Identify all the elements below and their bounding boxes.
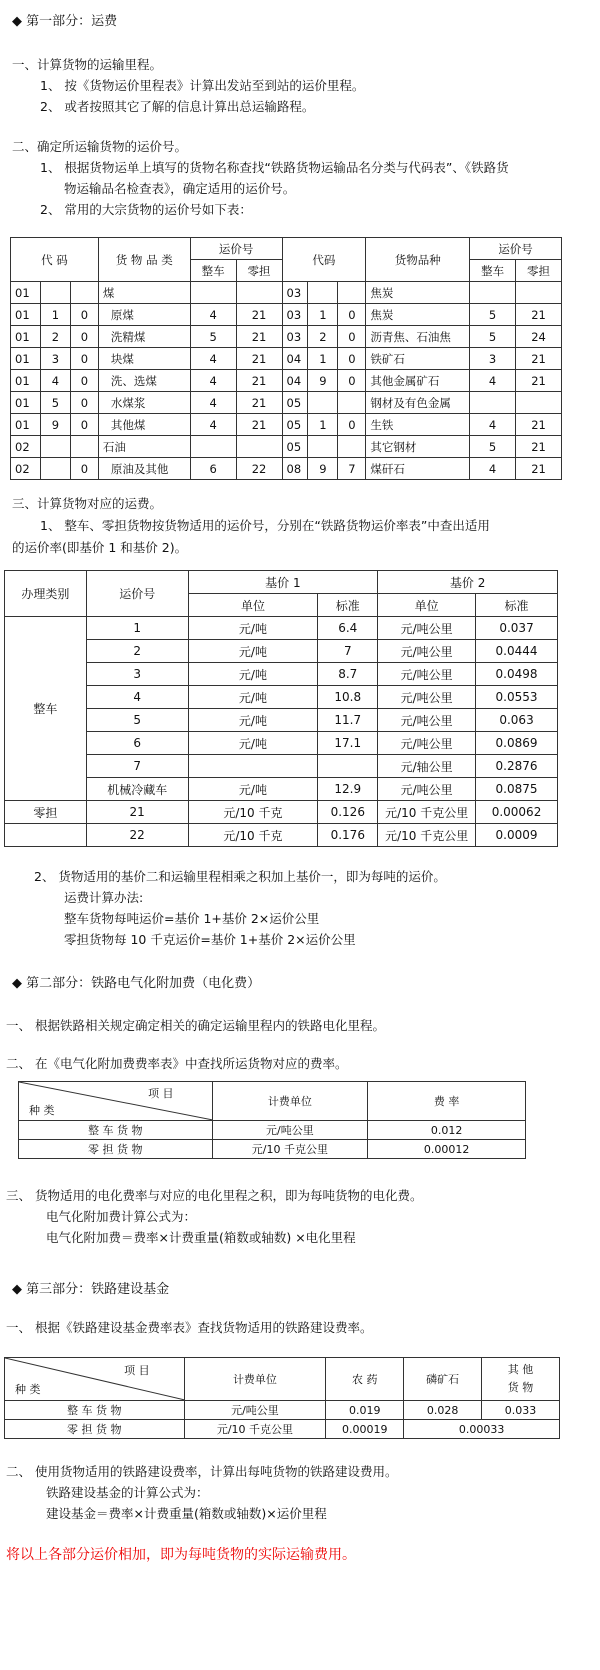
part1-step3-1b: 的运价率(即基价 1 和基价 2)。 xyxy=(12,540,188,555)
table-cell: 元/轴公里 xyxy=(378,755,476,778)
table-cell: 02 xyxy=(11,436,41,458)
part2-step3: 三、 货物适用的电化费率与对应的电化里程之积，即为每吨货物的电化费。 xyxy=(6,1188,423,1203)
table-row xyxy=(5,663,558,686)
header-kind: 种 类 xyxy=(29,1104,55,1117)
header-base2: 基价 2 xyxy=(378,571,558,594)
table-row xyxy=(5,778,558,801)
header-item: 项 目 xyxy=(124,1364,150,1377)
table-cell: 块煤 xyxy=(98,348,190,370)
table-cell: 7 xyxy=(86,755,188,778)
header-diagonal-cell xyxy=(5,1358,185,1401)
table-cell: 01 xyxy=(11,414,41,436)
table-row xyxy=(11,326,562,348)
table-cell: 4 xyxy=(190,304,236,326)
header-less-2: 零担 xyxy=(516,260,562,282)
table-cell: 元/10 千克公里 xyxy=(212,1140,368,1159)
part1-step2-1b: 物运输品名检查表》，确定适用的运价号。 xyxy=(64,181,296,196)
table-cell: 5 xyxy=(190,326,236,348)
group-whole: 整车 xyxy=(5,617,87,801)
row-whole-other: 0.033 xyxy=(482,1401,560,1420)
table-cell xyxy=(516,282,562,304)
table-cell: 6 xyxy=(86,732,188,755)
table-cell xyxy=(40,458,70,480)
table-row xyxy=(19,1121,526,1140)
table-cell: 元/10 千克 xyxy=(188,824,318,847)
table-cell: 21 xyxy=(236,414,282,436)
part3-heading: ◆ 第三部分：铁路建设基金 xyxy=(12,1282,170,1297)
part3-formula: 建设基金＝费率×计费重量(箱数或轴数)×运价里程 xyxy=(46,1506,327,1521)
table-row xyxy=(5,801,558,824)
table-cell: 04 xyxy=(282,348,308,370)
table-cell: 元/吨公里 xyxy=(378,778,476,801)
part3-formula-title: 铁路建设基金的计算公式为： xyxy=(46,1485,209,1500)
table-cell xyxy=(70,282,98,304)
table-cell: 11.7 xyxy=(318,709,378,732)
table-cell: 4 xyxy=(470,458,516,480)
table-cell: 01 xyxy=(11,392,41,414)
table-cell: 21 xyxy=(236,326,282,348)
table-cell: 8.7 xyxy=(318,663,378,686)
table-row xyxy=(5,617,558,640)
table-row xyxy=(5,732,558,755)
part1-step2: 二、确定所运输货物的运价号。 xyxy=(12,139,188,154)
table-cell: 6.4 xyxy=(318,617,378,640)
table-cell: 元/吨 xyxy=(188,617,318,640)
table-cell: 01 xyxy=(11,370,41,392)
table-cell: 21 xyxy=(236,392,282,414)
table-cell: 4 xyxy=(40,370,70,392)
table-cell xyxy=(40,282,70,304)
part1-heading: ◆ 第一部分：运费 xyxy=(12,14,118,29)
header-code-2: 代码 xyxy=(282,238,366,282)
table-cell: 元/吨 xyxy=(188,640,318,663)
part1-step3: 三、计算货物对应的运费。 xyxy=(12,496,163,511)
table-cell: 3 xyxy=(86,663,188,686)
row-less-other: 0.00033 xyxy=(404,1420,560,1439)
table-cell: 21 xyxy=(516,436,562,458)
part2-formula: 电气化附加费＝费率×计费重量(箱数或轴数) ×电化里程 xyxy=(46,1230,356,1245)
table-cell: 元/吨 xyxy=(188,709,318,732)
row-whole-pesticide: 0.019 xyxy=(326,1401,404,1420)
table-cell xyxy=(236,282,282,304)
part3-step1: 一、 根据《铁路建设基金费率表》查找货物适用的铁路建设费率。 xyxy=(6,1320,373,1335)
table-cell: 0.2876 xyxy=(476,755,558,778)
table-cell: 6 xyxy=(190,458,236,480)
header-std: 标准 xyxy=(318,594,378,617)
header-unit: 单位 xyxy=(188,594,318,617)
table-cell: 5 xyxy=(86,709,188,732)
table-cell: 01 xyxy=(11,326,41,348)
table-cell: 21 xyxy=(516,348,562,370)
header-whole-2: 整车 xyxy=(470,260,516,282)
table-cell: 4 xyxy=(86,686,188,709)
table-cell: 0 xyxy=(338,348,366,370)
table-cell: 21 xyxy=(516,304,562,326)
part1-step2-2: 2、 常用的大宗货物的运价号如下表： xyxy=(40,202,252,217)
header-diagonal-cell xyxy=(19,1082,213,1121)
table-cell: 沥青焦、石油焦 xyxy=(366,326,470,348)
table-cell: 0 xyxy=(70,348,98,370)
table-cell: 其他煤 xyxy=(98,414,190,436)
table-cell: 整 车 货 物 xyxy=(19,1121,213,1140)
table-cell: 0.0875 xyxy=(476,778,558,801)
table-cell xyxy=(338,282,366,304)
table-cell: 洗精煤 xyxy=(98,326,190,348)
table-cell: 钢材及有色金属 xyxy=(366,392,470,414)
construction-fund-table xyxy=(4,1357,560,1439)
table-row xyxy=(19,1140,526,1159)
header-other-goods xyxy=(482,1358,560,1401)
table-cell: 元/吨公里 xyxy=(212,1121,368,1140)
table-cell: 洗、选煤 xyxy=(98,370,190,392)
table-cell: 7 xyxy=(318,640,378,663)
header-less: 零担 xyxy=(236,260,282,282)
row-less-pesticide: 0.00019 xyxy=(326,1420,404,1439)
table-cell: 0.037 xyxy=(476,617,558,640)
table-cell: 其他金属矿石 xyxy=(366,370,470,392)
table-cell xyxy=(236,436,282,458)
table-cell: 2 xyxy=(308,326,338,348)
header-kind: 种 类 xyxy=(15,1383,41,1396)
row-whole-unit: 元/吨公里 xyxy=(184,1401,326,1420)
row-whole-phosphate: 0.028 xyxy=(404,1401,482,1420)
table-cell: 3 xyxy=(40,348,70,370)
table-cell: 21 xyxy=(236,348,282,370)
part2-formula-title: 电气化附加费计算公式为： xyxy=(46,1209,197,1224)
conclusion: 将以上各部分运价相加，即为每吨货物的实际运输费用。 xyxy=(6,1547,356,1563)
table-cell: 4 xyxy=(190,392,236,414)
header-phosphate: 磷矿石 xyxy=(404,1358,482,1401)
part1-step3-2: 2、 货物适用的基价二和运输里程相乘之积加上基价一，即为每吨的运价。 xyxy=(34,869,446,884)
table-cell: 0.126 xyxy=(318,801,378,824)
header-other-1: 其 他 xyxy=(507,1363,534,1376)
part1-step3-1a: 1、 整车、零担货物按货物适用的运价号，分别在“铁路货物运价率表”中查出适用 xyxy=(40,518,490,533)
table-cell: 其它钢材 xyxy=(366,436,470,458)
table-cell: 煤矸石 xyxy=(366,458,470,480)
part1-formula-title: 运费计算办法: xyxy=(64,890,144,905)
table-row xyxy=(11,348,562,370)
table-cell: 原油及其他 xyxy=(98,458,190,480)
table-cell: 01 xyxy=(11,282,41,304)
table-cell xyxy=(190,282,236,304)
table-cell: 元/吨公里 xyxy=(378,640,476,663)
header-type: 办理类别 xyxy=(5,571,87,617)
table-cell: 21 xyxy=(236,370,282,392)
part2-step2: 二、 在《电气化附加费费率表》中查找所运货物对应的费率。 xyxy=(6,1056,348,1071)
table-cell: 0.176 xyxy=(318,824,378,847)
table-cell: 08 xyxy=(282,458,308,480)
table-cell: 铁矿石 xyxy=(366,348,470,370)
row-less-unit: 元/10 千克公里 xyxy=(184,1420,326,1439)
table-cell: 元/吨公里 xyxy=(378,663,476,686)
table-cell: 元/吨 xyxy=(188,732,318,755)
table-cell xyxy=(70,436,98,458)
table-cell: 元/吨公里 xyxy=(378,732,476,755)
table-cell: 焦炭 xyxy=(366,304,470,326)
table-cell: 03 xyxy=(282,282,308,304)
table-cell xyxy=(40,436,70,458)
table-cell: 9 xyxy=(40,414,70,436)
table-cell: 0 xyxy=(70,414,98,436)
table-cell: 0 xyxy=(338,326,366,348)
table-cell xyxy=(188,755,318,778)
header-unit-2: 单位 xyxy=(378,594,476,617)
part2-heading: ◆ 第二部分：铁路电气化附加费（电化费） xyxy=(12,976,261,991)
table-cell: 元/10 千克 xyxy=(188,801,318,824)
table-cell xyxy=(318,755,378,778)
table-cell: 21 xyxy=(86,801,188,824)
base-rate-table xyxy=(4,570,558,847)
header-unit: 计费单位 xyxy=(212,1082,368,1121)
table-cell: 4 xyxy=(190,414,236,436)
table-row xyxy=(11,304,562,326)
table-cell: 元/吨 xyxy=(188,686,318,709)
header-item: 项 目 xyxy=(148,1087,174,1100)
table-row xyxy=(11,414,562,436)
table-cell: 21 xyxy=(236,304,282,326)
table-cell: 机械冷藏车 xyxy=(86,778,188,801)
header-price-no: 运价号 xyxy=(86,571,188,617)
table-cell: 0 xyxy=(70,304,98,326)
table-cell: 石油 xyxy=(98,436,190,458)
table-cell: 0.0869 xyxy=(476,732,558,755)
table-cell xyxy=(516,392,562,414)
table-cell: 24 xyxy=(516,326,562,348)
table-cell: 0 xyxy=(70,458,98,480)
table-cell: 0.0553 xyxy=(476,686,558,709)
part1-formula-less: 零担货物每 10 千克运价=基价 1+基价 2×运价公里 xyxy=(64,932,356,947)
table-row xyxy=(11,436,562,458)
table-cell: 9 xyxy=(308,370,338,392)
table-cell: 4 xyxy=(190,348,236,370)
table-row xyxy=(5,755,558,778)
part1-formula-whole: 整车货物每吨运价=基价 1+基价 2×运价公里 xyxy=(64,911,320,926)
table-cell: 4 xyxy=(470,414,516,436)
table-cell: 22 xyxy=(236,458,282,480)
table-cell: 2 xyxy=(86,640,188,663)
table-cell: 3 xyxy=(470,348,516,370)
table-cell: 1 xyxy=(308,304,338,326)
table-cell: 05 xyxy=(282,414,308,436)
table-cell: 0.012 xyxy=(368,1121,526,1140)
table-cell: 元/吨 xyxy=(188,663,318,686)
table-cell: 5 xyxy=(40,392,70,414)
table-cell: 0.00012 xyxy=(368,1140,526,1159)
header-std-2: 标准 xyxy=(476,594,558,617)
table-cell: 21 xyxy=(516,414,562,436)
table-cell: 10.8 xyxy=(318,686,378,709)
table-row xyxy=(5,640,558,663)
table-cell xyxy=(338,392,366,414)
table-cell: 04 xyxy=(282,370,308,392)
table-cell: 4 xyxy=(470,370,516,392)
table-cell: 1 xyxy=(308,414,338,436)
table-cell: 5 xyxy=(470,326,516,348)
freight-code-table xyxy=(10,237,562,480)
table-cell: 0.0498 xyxy=(476,663,558,686)
table-cell xyxy=(470,392,516,414)
table-cell xyxy=(308,282,338,304)
table-cell: 0.063 xyxy=(476,709,558,732)
header-unit: 计费单位 xyxy=(184,1358,326,1401)
table-cell: 0 xyxy=(70,326,98,348)
table-row xyxy=(5,824,558,847)
table-cell: 1 xyxy=(86,617,188,640)
header-whole: 整车 xyxy=(190,260,236,282)
part2-step1: 一、 根据铁路相关规定确定相关的确定运输里程内的铁路电化里程。 xyxy=(6,1018,385,1033)
table-cell: 0 xyxy=(70,392,98,414)
table-cell: 0 xyxy=(338,304,366,326)
table-cell: 水煤浆 xyxy=(98,392,190,414)
table-cell: 5 xyxy=(470,436,516,458)
table-cell: 0.0444 xyxy=(476,640,558,663)
table-cell: 7 xyxy=(338,458,366,480)
table-cell xyxy=(308,392,338,414)
table-cell xyxy=(338,436,366,458)
table-cell: 零 担 货 物 xyxy=(19,1140,213,1159)
table-cell: 02 xyxy=(11,458,41,480)
table-cell: 元/吨公里 xyxy=(378,709,476,732)
table-cell: 2 xyxy=(40,326,70,348)
part1-step2-1a: 1、 根据货物运单上填写的货物名称查找“铁路货物运输品名分类与代码表”、《铁路货 xyxy=(40,160,509,175)
electrification-rate-table xyxy=(18,1081,526,1159)
table-row xyxy=(5,686,558,709)
table-cell: 焦炭 xyxy=(366,282,470,304)
group-less-cont xyxy=(5,824,87,847)
part1-step1: 一、计算货物的运输里程。 xyxy=(12,57,163,72)
group-less: 零担 xyxy=(5,801,87,824)
part3-step2: 二、 使用货物适用的铁路建设费率，计算出每吨货物的铁路建设费用。 xyxy=(6,1464,398,1479)
table-cell xyxy=(470,282,516,304)
table-cell: 元/10 千克公里 xyxy=(378,824,476,847)
table-cell: 22 xyxy=(86,824,188,847)
table-cell: 01 xyxy=(11,304,41,326)
table-cell: 原煤 xyxy=(98,304,190,326)
table-cell: 0.00062 xyxy=(476,801,558,824)
table-cell: 9 xyxy=(308,458,338,480)
row-less-kind: 零 担 货 物 xyxy=(5,1420,185,1439)
table-cell: 1 xyxy=(40,304,70,326)
part1-step1-2: 2、 或者按照其它了解的信息计算出总运输路程。 xyxy=(40,99,315,114)
row-whole-kind: 整 车 货 物 xyxy=(5,1401,185,1420)
table-cell: 煤 xyxy=(98,282,190,304)
table-cell: 21 xyxy=(516,370,562,392)
table-cell: 0 xyxy=(338,370,366,392)
table-cell: 12.9 xyxy=(318,778,378,801)
header-rate: 费 率 xyxy=(368,1082,526,1121)
table-cell: 元/吨公里 xyxy=(378,686,476,709)
table-cell: 元/10 千克公里 xyxy=(378,801,476,824)
table-cell: 元/吨公里 xyxy=(378,617,476,640)
table-row xyxy=(11,282,562,304)
table-cell: 0 xyxy=(70,370,98,392)
table-cell: 03 xyxy=(282,326,308,348)
table-cell: 05 xyxy=(282,436,308,458)
header-pesticide: 农 药 xyxy=(326,1358,404,1401)
table-row xyxy=(11,458,562,480)
table-cell: 05 xyxy=(282,392,308,414)
table-row xyxy=(5,709,558,732)
table-cell xyxy=(190,436,236,458)
part1-step1-1: 1、 按《货物运价里程表》计算出发站至到站的运价里程。 xyxy=(40,78,365,93)
header-other-2: 货 物 xyxy=(507,1381,534,1394)
table-row xyxy=(11,392,562,414)
table-cell: 17.1 xyxy=(318,732,378,755)
table-cell: 21 xyxy=(516,458,562,480)
table-cell xyxy=(308,436,338,458)
table-row xyxy=(11,370,562,392)
table-cell: 5 xyxy=(470,304,516,326)
table-cell: 01 xyxy=(11,348,41,370)
header-category: 货 物 品 类 xyxy=(98,238,190,282)
header-base1: 基价 1 xyxy=(188,571,378,594)
table-cell: 生铁 xyxy=(366,414,470,436)
table-cell: 4 xyxy=(190,370,236,392)
header-kind: 货物品种 xyxy=(366,238,470,282)
table-cell: 0 xyxy=(338,414,366,436)
table-cell: 0.0009 xyxy=(476,824,558,847)
table-cell: 03 xyxy=(282,304,308,326)
header-price-no: 运价号 xyxy=(190,238,282,260)
table-cell: 1 xyxy=(308,348,338,370)
header-code: 代 码 xyxy=(11,238,99,282)
header-price-no-2: 运价号 xyxy=(470,238,562,260)
table-cell: 元/吨 xyxy=(188,778,318,801)
